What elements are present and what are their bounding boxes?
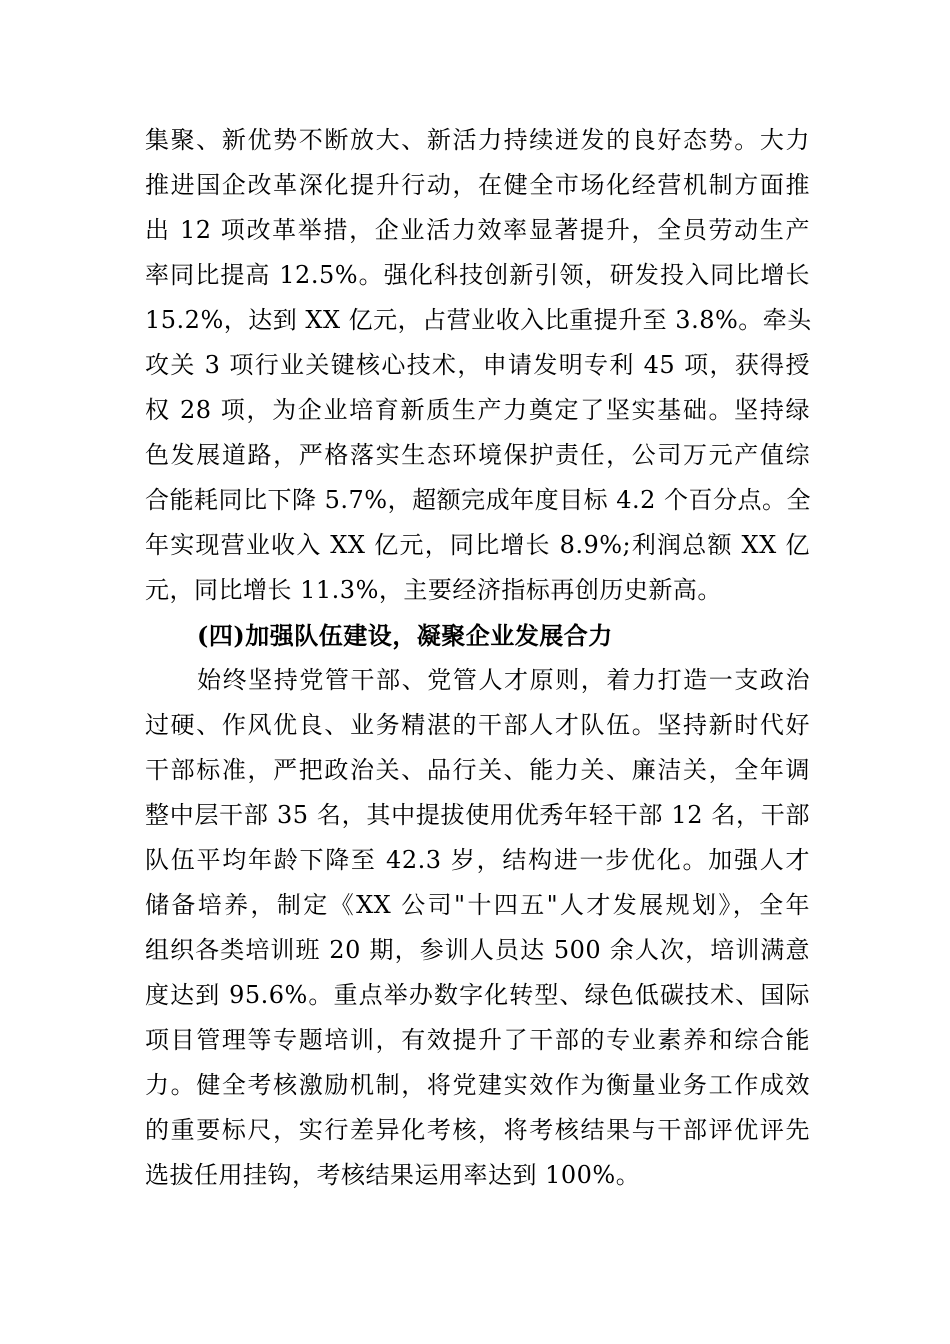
body-text	[145, 118, 810, 1198]
text-line: 攻关 3 项行业关键核心技术，申请发明专利 45 项，获得授	[145, 351, 810, 379]
text-line: 合能耗同比下降 5.7%，超额完成年度目标 4.2 个百分点。全	[145, 486, 812, 514]
text-line: 的重要标尺，实行差异化考核，将考核结果与干部评优评先	[145, 1116, 810, 1144]
text-line: 度达到 95.6%。重点举办数字化转型、绿色低碳技术、国际	[145, 981, 810, 1009]
text-line: 组织各类培训班 20 期，参训人员达 500 余人次，培训满意	[145, 936, 810, 964]
text-line: 力。健全考核激励机制，将党建实效作为衡量业务工作成效	[145, 1071, 810, 1099]
section-heading: (四)加强队伍建设，凝聚企业发展合力	[197, 621, 613, 650]
text-line: 色发展道路，严格落实生态环境保护责任，公司万元产值综	[145, 441, 810, 469]
text-line: 出 12 项改革举措，企业活力效率显著提升，全员劳动生产	[145, 216, 810, 244]
text-line: 储备培养，制定《XX 公司"十四五"人才发展规划》，全年	[145, 891, 810, 919]
text-line: 过硬、作风优良、业务精湛的干部人才队伍。坚持新时代好	[145, 711, 810, 739]
text-line: 整中层干部 35 名，其中提拔使用优秀年轻干部 12 名，干部	[145, 801, 810, 829]
text-line: 项目管理等专题培训，有效提升了干部的专业素养和综合能	[145, 1026, 810, 1054]
text-line: 15.2%，达到 XX 亿元，占营业收入比重提升至 3.8%。牵头	[145, 306, 812, 334]
text-line: 年实现营业收入 XX 亿元，同比增长 8.9%;利润总额 XX 亿	[145, 531, 810, 559]
text-line: 干部标准，严把政治关、品行关、能力关、廉洁关，全年调	[145, 756, 810, 784]
text-line: 集聚、新优势不断放大、新活力持续迸发的良好态势。大力	[145, 126, 810, 154]
text-line: 元，同比增长 11.3%，主要经济指标再创历史新高。	[145, 576, 722, 604]
text-line: 队伍平均年龄下降至 42.3 岁，结构进一步优化。加强人才	[145, 846, 810, 874]
text-line: 始终坚持党管干部、党管人才原则，着力打造一支政治	[197, 666, 810, 694]
paragraph-team	[145, 658, 810, 1198]
paragraph-continued	[145, 118, 810, 613]
text-line: 选拔任用挂钩，考核结果运用率达到 100%。	[145, 1161, 641, 1189]
text-line: 率同比提高 12.5%。强化科技创新引领，研发投入同比增长	[145, 261, 810, 289]
text-line: 推进国企改革深化提升行动，在健全市场化经营机制方面推	[145, 171, 810, 199]
text-line: 权 28 项，为企业培育新质生产力奠定了坚实基础。坚持绿	[145, 396, 810, 424]
